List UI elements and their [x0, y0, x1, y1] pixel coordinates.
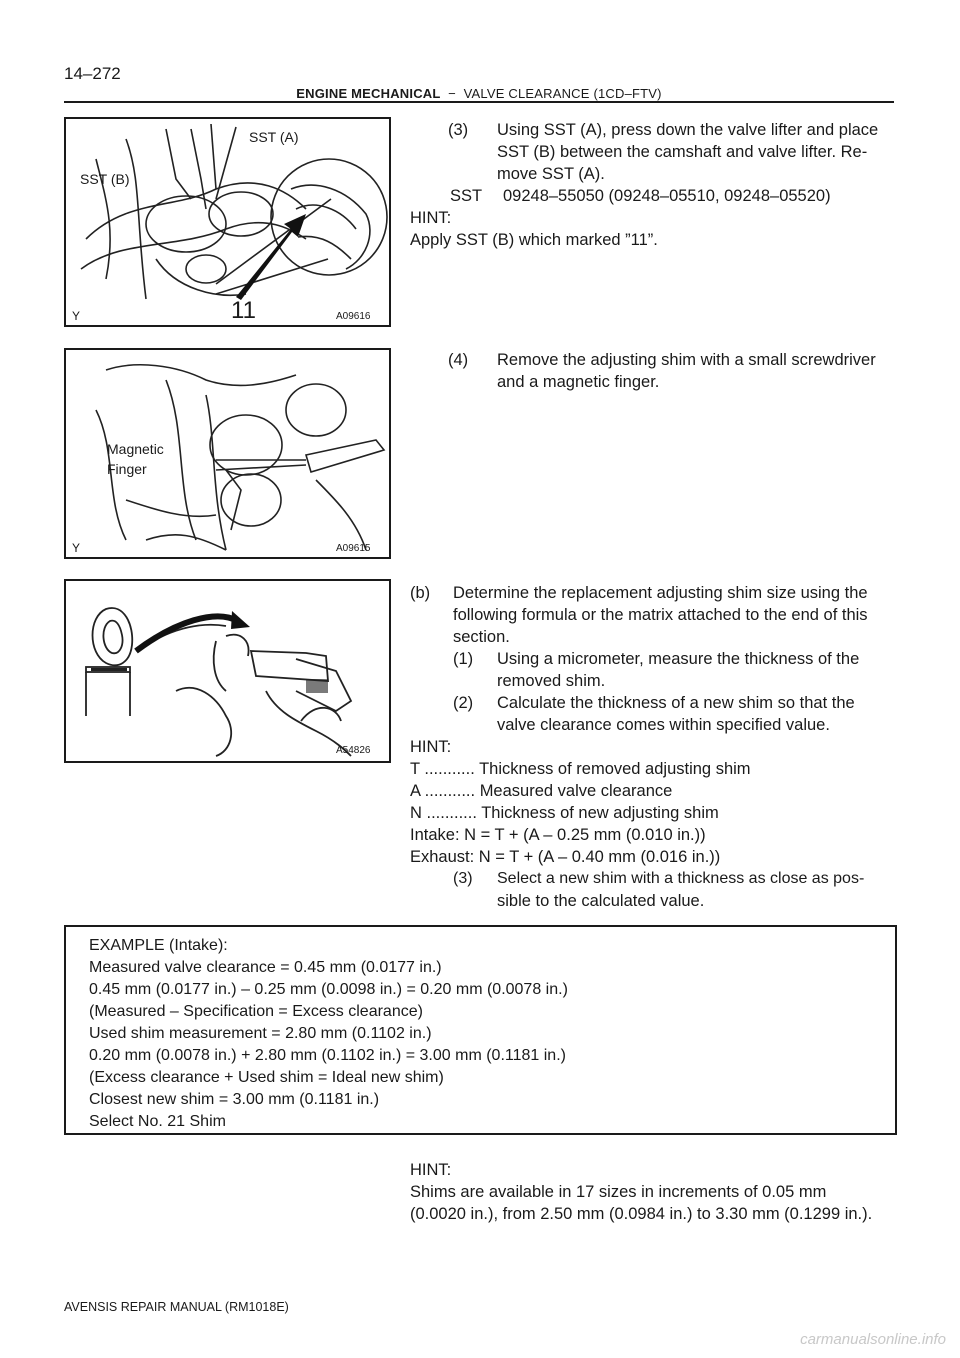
example-box: [64, 925, 897, 1135]
figure-micrometer: [64, 579, 391, 763]
step-3-number: (3): [448, 121, 469, 139]
label-sst-b: SST (B): [80, 171, 130, 187]
subsection-title: VALVE CLEARANCE (1CD–FTV): [463, 86, 662, 101]
step-b1-text-2: removed shim.: [497, 672, 606, 690]
step-b1-text-1: Using a micrometer, measure the thickness of the: [497, 650, 860, 668]
step-b1-number: (1): [453, 650, 474, 668]
example-line: Select No. 21 Shim: [89, 1113, 226, 1130]
hint-text: Apply SST (B) which marked ”11”.: [410, 231, 658, 249]
label-magnetic: Magnetic: [107, 441, 164, 457]
step-b-number: (b): [410, 584, 431, 602]
step-b-text-3: section.: [453, 628, 510, 646]
formula-exhaust: Exhaust: N = T + (A – 0.40 mm (0.016 in.)): [410, 848, 721, 866]
figure-corner-mark: Y: [72, 309, 81, 323]
sst-label: SST: [450, 187, 483, 205]
figure-code: A54826: [336, 745, 371, 756]
formula-n: N ........... Thickness of new adjusting shim: [410, 804, 719, 822]
page-number: 14–272: [64, 64, 121, 83]
final-hint-text-1: Shims are available in 17 sizes in increments of 0.05 mm: [410, 1183, 827, 1201]
step-b2-text-1: Calculate the thickness of a new shim so that the: [497, 694, 855, 712]
step-4-number: (4): [448, 351, 469, 369]
hint-label: HINT:: [410, 209, 452, 227]
formula-a: A ........... Measured valve clearance: [410, 782, 673, 800]
final-hint-label: HINT:: [410, 1161, 452, 1179]
example-line: (Excess clearance + Used shim = Ideal new shim): [89, 1069, 444, 1086]
formula-intake: Intake: N = T + (A – 0.25 mm (0.010 in.)): [410, 826, 706, 844]
step-b-text-1: Determine the replacement adjusting shim size using the: [453, 584, 868, 602]
watermark: carmanualsonline.info: [800, 1331, 946, 1348]
label-sst-a: SST (A): [249, 129, 299, 145]
step-b2-text-2: valve clearance comes within specified value.: [497, 716, 830, 734]
step-b3-number: (3): [453, 870, 473, 887]
formula-t: T ........... Thickness of removed adjusting shim: [410, 760, 751, 778]
example-line: 0.20 mm (0.0078 in.) + 2.80 mm (0.1102 in.) = 3.00 mm (0.1181 in.): [89, 1047, 566, 1064]
step-4-text-1: Remove the adjusting shim with a small screwdriver: [497, 351, 876, 369]
figure-corner-mark: Y: [72, 541, 81, 555]
example-line: Closest new shim = 3.00 mm (0.1181 in.): [89, 1091, 380, 1108]
example-line: 0.45 mm (0.0177 in.) – 0.25 mm (0.0098 in.) = 0.20 mm (0.0078 in.): [89, 981, 568, 998]
example-line: (Measured – Specification = Excess clearance): [89, 1003, 423, 1020]
label-finger: Finger: [107, 461, 147, 477]
step-b-text-2: following formula or the matrix attached to the end of this: [453, 606, 868, 624]
manual-footer: AVENSIS REPAIR MANUAL (RM1018E): [64, 1300, 289, 1314]
step-4-text-2: and a magnetic finger.: [497, 373, 660, 391]
figure-sst-camshaft: [64, 117, 391, 327]
example-line: Used shim measurement = 2.80 mm (0.1102 in.): [89, 1025, 432, 1042]
figure-code: A09616: [336, 311, 371, 322]
step-3-text-2: SST (B) between the camshaft and valve lifter. Re-: [497, 143, 868, 161]
figure-code: A09615: [336, 543, 371, 554]
example-line: Measured valve clearance = 0.45 mm (0.0177 in.): [89, 959, 442, 976]
section-title: ENGINE MECHANICAL: [296, 86, 441, 101]
final-hint-text-2: (0.0020 in.), from 2.50 mm (0.0984 in.) to 3.30 mm (0.1299 in.).: [410, 1205, 873, 1223]
step-b3-text-1: Select a new shim with a thickness as close as pos-: [497, 870, 865, 887]
step-3-text-3: move SST (A).: [497, 165, 605, 183]
example-line: EXAMPLE (Intake):: [89, 937, 228, 954]
header-rule: [64, 101, 894, 103]
step-b3-text-2: sible to the calculated value.: [497, 892, 705, 910]
sst-illustration: [66, 119, 389, 325]
section-header: [64, 86, 894, 101]
step-3-text-1: Using SST (A), press down the valve lifter and place: [497, 121, 879, 139]
header-separator: −: [448, 86, 456, 101]
sst-part-numbers: 09248–55050 (09248–05510, 09248–05520): [503, 187, 831, 205]
micrometer-illustration: [66, 581, 389, 761]
label-mark-11: 11: [231, 297, 256, 324]
figure-magnetic-finger: [64, 348, 391, 559]
step-b2-number: (2): [453, 694, 474, 712]
hint-label: HINT:: [410, 738, 452, 756]
